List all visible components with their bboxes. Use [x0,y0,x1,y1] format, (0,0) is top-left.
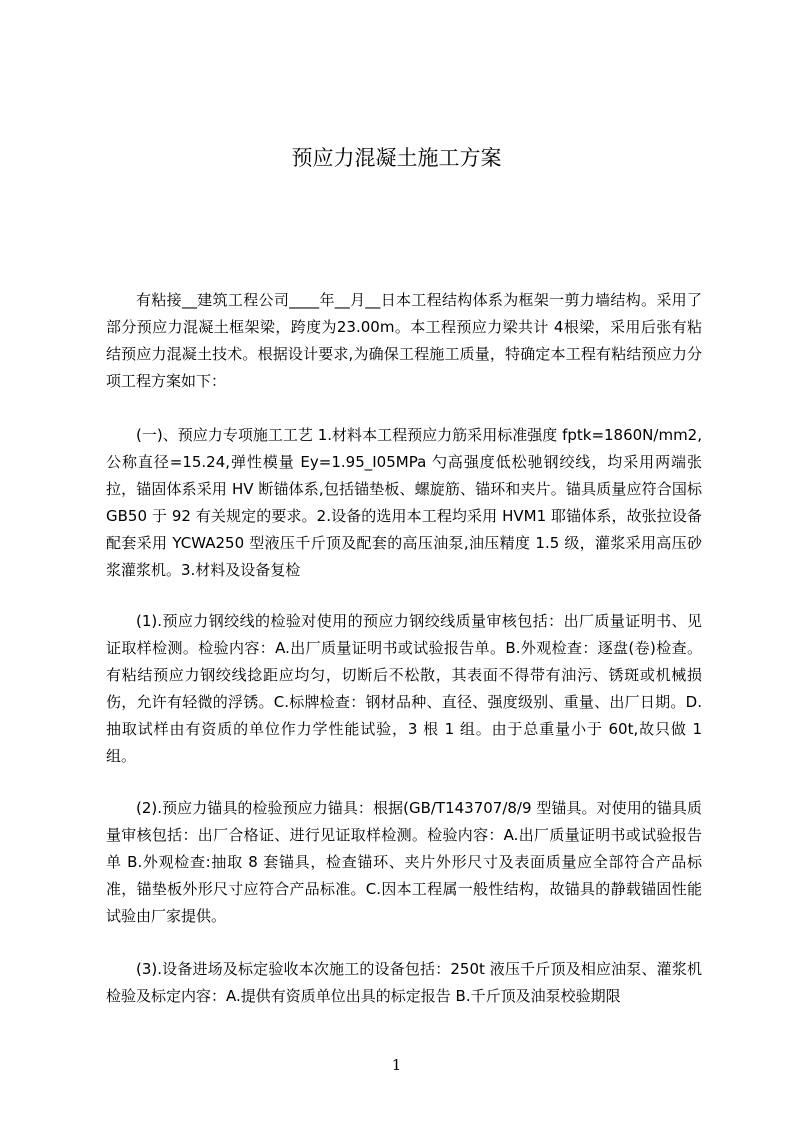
paragraph-anchor-inspection: (2).预应力锚具的检验预应力锚具：根据(GB/T143707/8/9 型锚具。对使用的锚具质量审核包括：出厂合格证、进行见证取样检测。检验内容：A.出厂质量证明书或试验报告单 B.外观检查:抽取 8 套锚具，检查锚环、夹片外形尺寸及表面质量应全部符合产品标准，锚垫板外形尺寸应符合产品标准。C.因本工程属一般性结构，故锚具的静载锚固性能试验由厂家提供。 [106,799,702,925]
page-number: 1 [391,1056,402,1074]
paragraph-equipment-calibration: (3).设备进场及标定验收本次施工的设备包括：250t 液压千斤顶及相应油泵、灌浆机检验及标定内容：A.提供有资质单位出具的标定报告 B.千斤顶及油泵校验期限 [106,960,702,1005]
paragraph-strand-inspection: (1).预应力钢绞线的检验对使用的预应力钢绞线质量审核包括：出厂质量证明书、见证取样检测。检验内容：A.出厂质量证明书或试验报告单。B.外观检查：逐盘(卷)检查。有粘结预应力钢绞线捻距应均匀，切断后不松散，其表面不得带有油污、锈斑或机械损伤，允许有轻微的浮锈。C.标牌检查：钢材品种、直径、强度级别、重量、出厂日期。D.抽取试样由有资质的单位作力学性能试验，3 根 1 组。由于总重量小于 60t,故只做 1 组。 [106,612,702,765]
paragraph-intro: 有粘接__建筑工程公司____年__月__日本工程结构体系为框架一剪力墙结构。采用了部分预应力混凝土框架梁，跨度为23.00m。本工程预应力梁共计 4根梁，采用后张有粘结预应力混凝土技术。根据设计要求,为确保工程施工质量，特确定本工程有粘结预应力分项工程方案如下： [106,291,702,390]
paragraph-process: (一)、预应力专项施工工艺 1.材料本工程预应力筋采用标准强度 fptk=1860N/mm2,公称直径=15.24,弹性模量 Ey=1.95_I05MPa 勺高强度低松驰钢绞线，均采用两端张拉，锚固体系采用 HV 断锚体系,包括锚垫板、螺旋筋、锚环和夹片。锚具质量应符合国标 GB50 于 92 有关规定的要求。2.设备的选用本工程均采用 HVM1 耶锚体系，故张拉设备配套采用 YCWA250 型液压千斤顶及配套的高压油泵,油压精度 1.5 级，灌浆采用高压砂浆灌浆机。3.材料及设备复检 [106,426,702,579]
document-title: 预应力混凝土施工方案 [291,146,502,170]
